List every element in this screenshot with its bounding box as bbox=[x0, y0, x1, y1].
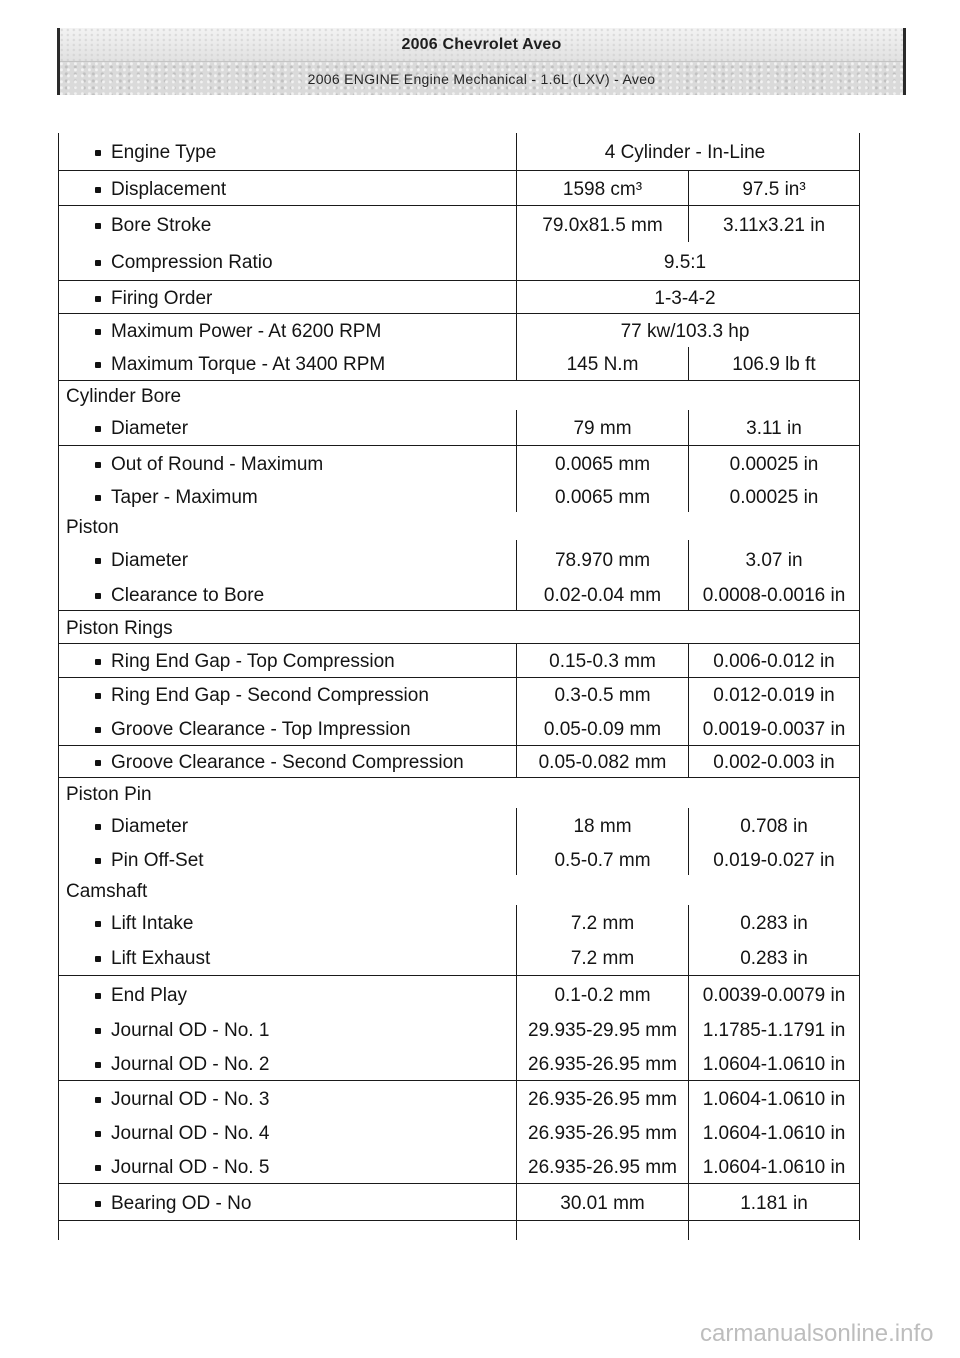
spec-row bbox=[59, 578, 859, 610]
spec-label bbox=[59, 808, 516, 843]
spec-label-text: Clearance to Bore bbox=[111, 584, 265, 606]
bullet-icon bbox=[95, 426, 101, 432]
watermark: carmanualsonline.info bbox=[700, 1320, 934, 1347]
spec-value-english: 0.00025 in bbox=[688, 446, 859, 480]
spec-value-metric: 0.05-0.082 mm bbox=[516, 746, 688, 777]
bullet-icon bbox=[95, 593, 101, 599]
spec-label-text: Groove Clearance - Second Compression bbox=[111, 752, 464, 773]
spec-row bbox=[59, 843, 859, 875]
bullet-icon bbox=[95, 150, 101, 156]
spec-label-text: Taper - Maximum bbox=[111, 486, 258, 508]
spec-row bbox=[59, 313, 859, 347]
spec-row bbox=[59, 1080, 859, 1115]
bullet-icon bbox=[95, 1131, 101, 1137]
header-title-bar bbox=[60, 28, 903, 62]
spec-table bbox=[58, 133, 860, 1240]
spec-label bbox=[59, 1047, 516, 1080]
spec-value: 4 Cylinder - In-Line bbox=[516, 133, 859, 170]
spec-label-text: Maximum Torque - At 3400 RPM bbox=[111, 354, 386, 375]
spec-label-text: Groove Clearance - Top Impression bbox=[111, 718, 411, 740]
spec-label bbox=[59, 281, 516, 313]
spec-value-english: 3.07 in bbox=[688, 540, 859, 578]
spec-row bbox=[59, 410, 859, 445]
spec-value-metric: 26.935-26.95 mm bbox=[516, 1047, 688, 1080]
spec-value-metric: 29.935-29.95 mm bbox=[516, 1012, 688, 1047]
spec-label-text: Bearing OD - No bbox=[111, 1192, 252, 1214]
header-subtitle-bar bbox=[60, 62, 903, 95]
spec-value-english: 0.283 in bbox=[688, 905, 859, 940]
bullet-icon bbox=[95, 223, 101, 229]
spec-value-english: 0.283 in bbox=[688, 940, 859, 975]
spec-value-english: 1.0604-1.0610 in bbox=[688, 1150, 859, 1183]
spec-value-metric: 26.935-26.95 mm bbox=[516, 1115, 688, 1150]
section-header: Camshaft bbox=[66, 880, 148, 902]
spec-row bbox=[59, 677, 859, 711]
bullet-icon bbox=[95, 1165, 101, 1171]
bullet-icon bbox=[95, 659, 101, 665]
spec-row bbox=[59, 445, 859, 480]
spec-label bbox=[59, 314, 516, 347]
spec-label bbox=[59, 133, 516, 170]
section-header: Piston bbox=[66, 516, 119, 538]
spec-label bbox=[59, 410, 516, 445]
spec-label-text: Lift Intake bbox=[111, 913, 194, 934]
spec-value-metric: 79.0x81.5 mm bbox=[516, 206, 688, 242]
bullet-icon bbox=[95, 1097, 101, 1103]
spec-value-english: 1.181 in bbox=[688, 1184, 859, 1220]
spec-label-text: Journal OD - No. 4 bbox=[111, 1123, 270, 1144]
spec-label-text: Pin Off-Set bbox=[111, 849, 204, 871]
spec-value: 1-3-4-2 bbox=[516, 281, 859, 313]
section-header: Piston Pin bbox=[66, 783, 152, 805]
spec-value-metric: 0.0065 mm bbox=[516, 480, 688, 512]
spec-value-metric: 145 N.m bbox=[516, 347, 688, 380]
bullet-icon bbox=[95, 462, 101, 468]
spec-row bbox=[59, 1012, 859, 1047]
spec-label-text: Displacement bbox=[111, 178, 227, 200]
spec-row bbox=[59, 905, 859, 940]
section-row bbox=[59, 380, 859, 410]
spec-row bbox=[59, 480, 859, 512]
empty-cell bbox=[59, 1221, 516, 1240]
spec-value-metric: 30.01 mm bbox=[516, 1184, 688, 1220]
spec-label bbox=[59, 940, 516, 975]
spec-label bbox=[59, 540, 516, 578]
spec-label bbox=[59, 206, 516, 242]
bullet-icon bbox=[95, 993, 101, 999]
spec-label bbox=[59, 1081, 516, 1115]
page-subtitle: 2006 ENGINE Engine Mechanical - 1.6L (LXV) - Aveo bbox=[307, 70, 656, 87]
bullet-icon bbox=[95, 858, 101, 864]
bullet-icon bbox=[95, 1028, 101, 1034]
spec-label bbox=[59, 1150, 516, 1183]
bullet-icon bbox=[95, 824, 101, 830]
document-header bbox=[57, 28, 906, 95]
spec-label-text: Journal OD - No. 5 bbox=[111, 1157, 270, 1178]
spec-label-text: Journal OD - No. 3 bbox=[111, 1088, 270, 1110]
spec-label-text: Ring End Gap - Second Compression bbox=[111, 685, 429, 706]
spec-value-english: 0.0019-0.0037 in bbox=[688, 711, 859, 745]
spec-label bbox=[59, 843, 516, 875]
spec-value-metric: 26.935-26.95 mm bbox=[516, 1150, 688, 1183]
spec-row bbox=[59, 711, 859, 745]
section-row bbox=[59, 875, 859, 905]
spec-value-metric: 0.02-0.04 mm bbox=[516, 578, 688, 610]
spec-label bbox=[59, 242, 516, 280]
bullet-icon bbox=[95, 1062, 101, 1068]
spec-label-text: Diameter bbox=[111, 418, 189, 439]
bullet-icon bbox=[95, 187, 101, 193]
spec-label bbox=[59, 1012, 516, 1047]
spec-label-text: Bore Stroke bbox=[111, 214, 212, 236]
spec-label bbox=[59, 446, 516, 480]
spec-value: 77 kw/103.3 hp bbox=[516, 314, 859, 347]
spec-label-text: Diameter bbox=[111, 549, 189, 571]
spec-label bbox=[59, 480, 516, 512]
spec-label bbox=[59, 644, 516, 677]
spec-label-text: Out of Round - Maximum bbox=[111, 453, 324, 475]
spec-row bbox=[59, 940, 859, 975]
spec-row bbox=[59, 242, 859, 280]
spec-value-metric: 7.2 mm bbox=[516, 940, 688, 975]
spec-value-english: 1.0604-1.0610 in bbox=[688, 1081, 859, 1115]
bullet-icon bbox=[95, 362, 101, 368]
bullet-icon bbox=[95, 727, 101, 733]
spec-value-metric: 1598 cm³ bbox=[516, 171, 688, 205]
spec-value-english: 0.708 in bbox=[688, 808, 859, 843]
spec-row bbox=[59, 1115, 859, 1150]
spec-value-english: 0.019-0.027 in bbox=[688, 843, 859, 875]
spec-value-english: 106.9 lb ft bbox=[688, 347, 859, 380]
spec-value-english: 0.006-0.012 in bbox=[688, 644, 859, 677]
spec-value-english: 0.0039-0.0079 in bbox=[688, 976, 859, 1012]
spec-value-metric: 26.935-26.95 mm bbox=[516, 1081, 688, 1115]
spec-value-english: 3.11x3.21 in bbox=[688, 206, 859, 242]
spec-row bbox=[59, 540, 859, 578]
spec-row bbox=[59, 643, 859, 677]
spec-row bbox=[59, 205, 859, 242]
empty-row bbox=[59, 1220, 859, 1240]
spec-value-metric: 7.2 mm bbox=[516, 905, 688, 940]
bullet-icon bbox=[95, 921, 101, 927]
spec-label bbox=[59, 711, 516, 745]
spec-label-text: Firing Order bbox=[111, 287, 213, 309]
spec-row bbox=[59, 280, 859, 313]
spec-label bbox=[59, 1184, 516, 1220]
spec-label bbox=[59, 678, 516, 711]
spec-value-english: 0.00025 in bbox=[688, 480, 859, 512]
spec-value-english: 1.1785-1.1791 in bbox=[688, 1012, 859, 1047]
spec-label-text: End Play bbox=[111, 984, 188, 1006]
spec-label-text: Journal OD - No. 2 bbox=[111, 1054, 270, 1075]
bullet-icon bbox=[95, 260, 101, 266]
spec-value-english: 0.012-0.019 in bbox=[688, 678, 859, 711]
spec-label bbox=[59, 1115, 516, 1150]
spec-value-metric: 79 mm bbox=[516, 410, 688, 445]
spec-row bbox=[59, 1183, 859, 1220]
bullet-icon bbox=[95, 693, 101, 699]
bullet-icon bbox=[95, 760, 101, 766]
spec-label bbox=[59, 905, 516, 940]
spec-label-text: Journal OD - No. 1 bbox=[111, 1020, 270, 1041]
spec-label bbox=[59, 347, 516, 380]
section-header: Piston Rings bbox=[66, 617, 173, 639]
spec-label bbox=[59, 746, 516, 777]
empty-cell bbox=[688, 1221, 859, 1240]
spec-value-metric: 0.05-0.09 mm bbox=[516, 711, 688, 745]
spec-label-text: Ring End Gap - Top Compression bbox=[111, 651, 395, 672]
spec-value-english: 1.0604-1.0610 in bbox=[688, 1047, 859, 1080]
spec-value-metric: 0.3-0.5 mm bbox=[516, 678, 688, 711]
spec-value-metric: 78.970 mm bbox=[516, 540, 688, 578]
spec-row bbox=[59, 808, 859, 843]
bullet-icon bbox=[95, 296, 101, 302]
spec-value-english: 3.11 in bbox=[688, 410, 859, 445]
spec-value-metric: 0.15-0.3 mm bbox=[516, 644, 688, 677]
spec-label-text: Lift Exhaust bbox=[111, 948, 211, 969]
section-header: Cylinder Bore bbox=[66, 386, 182, 407]
bullet-icon bbox=[95, 558, 101, 564]
spec-value-metric: 0.0065 mm bbox=[516, 446, 688, 480]
spec-value: 9.5:1 bbox=[516, 242, 859, 280]
spec-label-text: Diameter bbox=[111, 816, 189, 837]
spec-row bbox=[59, 1150, 859, 1183]
spec-label-text: Compression Ratio bbox=[111, 251, 273, 273]
spec-value-metric: 0.5-0.7 mm bbox=[516, 843, 688, 875]
spec-row bbox=[59, 975, 859, 1012]
spec-value-english: 0.0008-0.0016 in bbox=[688, 578, 859, 610]
spec-label-text: Engine Type bbox=[111, 142, 217, 163]
section-row bbox=[59, 777, 859, 808]
bullet-icon bbox=[95, 956, 101, 962]
spec-label-text: Maximum Power - At 6200 RPM bbox=[111, 321, 382, 342]
spec-value-english: 97.5 in³ bbox=[688, 171, 859, 205]
section-row bbox=[59, 512, 859, 540]
bullet-icon bbox=[95, 1201, 101, 1207]
spec-row bbox=[59, 745, 859, 777]
spec-value-english: 1.0604-1.0610 in bbox=[688, 1115, 859, 1150]
spec-value-metric: 18 mm bbox=[516, 808, 688, 843]
spec-value-metric: 0.1-0.2 mm bbox=[516, 976, 688, 1012]
empty-cell bbox=[516, 1221, 688, 1240]
spec-label bbox=[59, 578, 516, 610]
spec-label bbox=[59, 976, 516, 1012]
spec-row bbox=[59, 347, 859, 380]
page-title: 2006 Chevrolet Aveo bbox=[401, 35, 562, 53]
bullet-icon bbox=[95, 495, 101, 501]
section-row bbox=[59, 610, 859, 643]
bullet-icon bbox=[95, 329, 101, 335]
spec-row bbox=[59, 1047, 859, 1080]
spec-row bbox=[59, 170, 859, 205]
spec-label bbox=[59, 171, 516, 205]
spec-row bbox=[59, 133, 859, 170]
spec-value-english: 0.002-0.003 in bbox=[688, 746, 859, 777]
